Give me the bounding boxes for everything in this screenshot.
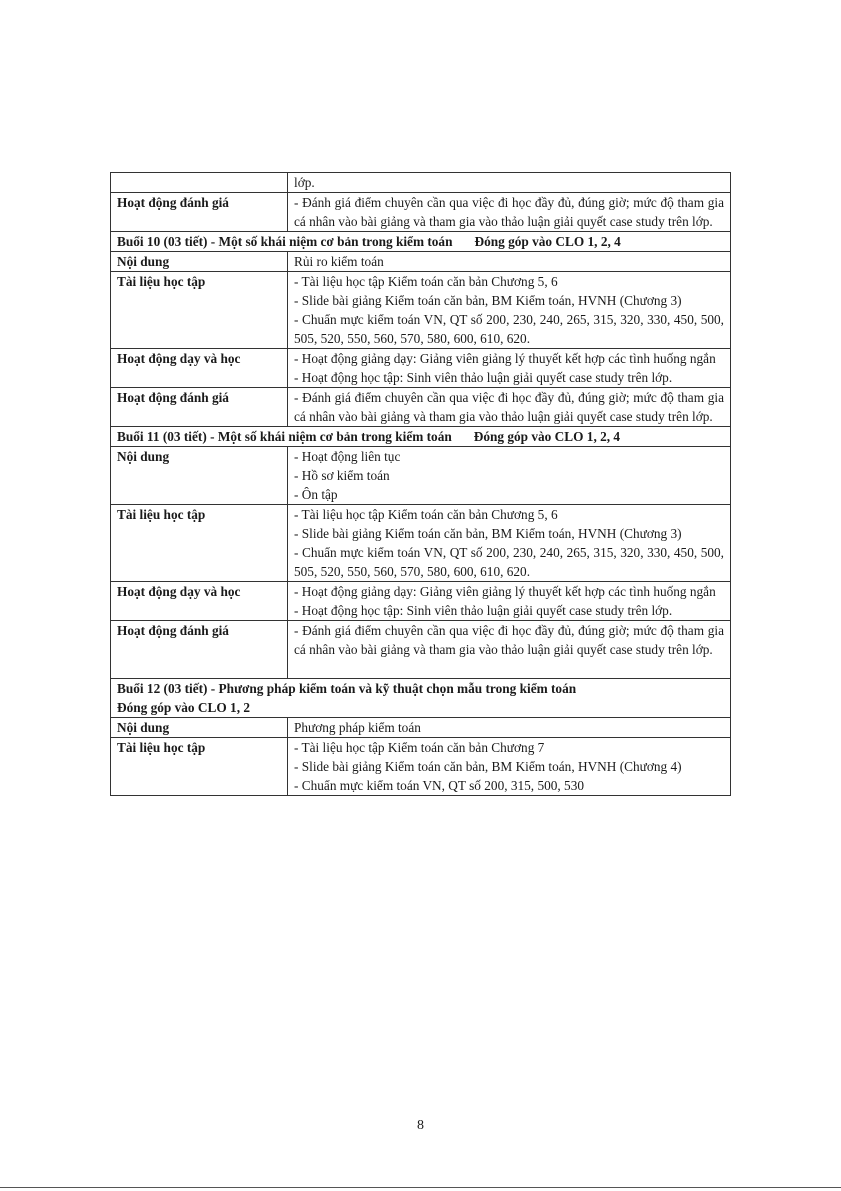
table-row — [111, 718, 731, 738]
syllabus-table — [110, 172, 731, 796]
session-header-row — [111, 427, 731, 447]
content-line: - Ôn tập — [294, 487, 338, 502]
table-row — [111, 252, 731, 272]
table-row — [111, 505, 731, 582]
table-row — [111, 388, 731, 427]
content-line: - Hoạt động học tập: Sinh viên thảo luận giải quyết case study trên lớp. — [294, 603, 673, 618]
session-clo: Đóng góp vào CLO 1, 2, 4 — [474, 234, 621, 249]
content-line: - Đánh giá điểm chuyên cần qua việc đi học đầy đủ, đúng giờ; mức độ tham gia cá nhân vào bài giảng và tham gia vào thảo luận giải quyết case study trên lớp. — [294, 195, 724, 229]
session-clo: Đóng góp vào CLO 1, 2, 4 — [473, 429, 621, 444]
row-label — [111, 173, 288, 193]
session-title: Buổi 11 (03 tiết) - Một số khái niệm cơ bản trong kiểm toán — [117, 429, 452, 444]
table-row — [111, 173, 731, 193]
row-label: Tài liệu học tập — [111, 272, 288, 349]
row-label: Hoạt động đánh giá — [111, 388, 288, 427]
row-content — [288, 718, 731, 738]
row-label: Hoạt động đánh giá — [111, 193, 288, 232]
content-line: - Hoạt động giảng dạy: Giảng viên giảng lý thuyết kết hợp các tình huống ngắn — [294, 584, 716, 599]
content-line: Phương pháp kiểm toán — [294, 720, 421, 735]
table-row — [111, 447, 731, 505]
table-row — [111, 349, 731, 388]
content-line: - Chuẩn mực kiểm toán VN, QT số 200, 230, 240, 265, 315, 320, 330, 450, 500, 505, 520, 550, 560, 570, 580, 600, 610, 620. — [294, 545, 724, 579]
session-header-row — [111, 679, 731, 718]
row-label: Tài liệu học tập — [111, 505, 288, 582]
table-row — [111, 738, 731, 796]
session-header — [111, 232, 731, 252]
row-content — [288, 505, 731, 582]
session-title: Buổi 12 (03 tiết) - Phương pháp kiểm toán và kỹ thuật chọn mẫu trong kiểm toán — [117, 681, 577, 696]
row-content — [288, 173, 731, 193]
content-line: - Tài liệu học tập Kiểm toán căn bản Chương 5, 6 — [294, 274, 558, 289]
row-content — [288, 738, 731, 796]
content-line: - Chuẩn mực kiểm toán VN, QT số 200, 315, 500, 530 — [294, 778, 584, 793]
content-line: - Chuẩn mực kiểm toán VN, QT số 200, 230, 240, 265, 315, 320, 330, 450, 500, 505, 520, 550, 560, 570, 580, 600, 610, 620. — [294, 312, 724, 346]
table-row — [111, 621, 731, 679]
row-label: Tài liệu học tập — [111, 738, 288, 796]
row-label: Hoạt động dạy và học — [111, 349, 288, 388]
content-line: - Slide bài giảng Kiểm toán căn bản, BM Kiểm toán, HVNH (Chương 3) — [294, 526, 682, 541]
bottom-rule — [0, 1187, 841, 1188]
content-line: - Slide bài giảng Kiểm toán căn bản, BM Kiểm toán, HVNH (Chương 3) — [294, 293, 682, 308]
syllabus-table-body — [111, 173, 731, 796]
table-row — [111, 193, 731, 232]
session-clo: Đóng góp vào CLO 1, 2 — [117, 700, 250, 715]
row-content — [288, 349, 731, 388]
table-row — [111, 582, 731, 621]
row-content — [288, 447, 731, 505]
row-label: Hoạt động đánh giá — [111, 621, 288, 679]
content-line: Rủi ro kiểm toán — [294, 254, 384, 269]
content-line: - Đánh giá điểm chuyên cần qua việc đi học đầy đủ, đúng giờ; mức độ tham gia cá nhân vào bài giảng và tham gia vào thảo luận giải quyết case study trên lớp. — [294, 623, 724, 657]
content-line: - Hồ sơ kiểm toán — [294, 468, 390, 483]
content-line: - Hoạt động học tập: Sinh viên thảo luận giải quyết case study trên lớp. — [294, 370, 673, 385]
table-row — [111, 272, 731, 349]
content-line: - Slide bài giảng Kiểm toán căn bản, BM Kiểm toán, HVNH (Chương 4) — [294, 759, 682, 774]
row-content — [288, 582, 731, 621]
content-line: lớp. — [294, 175, 315, 190]
row-label: Nội dung — [111, 447, 288, 505]
session-title: Buổi 10 (03 tiết) - Một số khái niệm cơ bản trong kiểm toán — [117, 234, 453, 249]
blank-line — [294, 659, 724, 678]
session-header-row — [111, 232, 731, 252]
content-line: - Tài liệu học tập Kiểm toán căn bản Chương 7 — [294, 740, 545, 755]
row-content — [288, 388, 731, 427]
row-label: Nội dung — [111, 252, 288, 272]
row-content — [288, 252, 731, 272]
content-line: - Đánh giá điểm chuyên cần qua việc đi học đầy đủ, đúng giờ; mức độ tham gia cá nhân vào bài giảng và tham gia vào thảo luận giải quyết case study trên lớp. — [294, 390, 724, 424]
page-number: 8 — [417, 1118, 424, 1133]
session-header — [111, 679, 731, 718]
row-content — [288, 193, 731, 232]
row-label: Nội dung — [111, 718, 288, 738]
content-line: - Hoạt động giảng dạy: Giảng viên giảng lý thuyết kết hợp các tình huống ngắn — [294, 351, 716, 366]
row-label: Hoạt động dạy và học — [111, 582, 288, 621]
content-line: - Hoạt động liên tục — [294, 449, 401, 464]
row-content — [288, 621, 731, 679]
row-content — [288, 272, 731, 349]
content-line: - Tài liệu học tập Kiểm toán căn bản Chương 5, 6 — [294, 507, 558, 522]
session-header — [111, 427, 731, 447]
